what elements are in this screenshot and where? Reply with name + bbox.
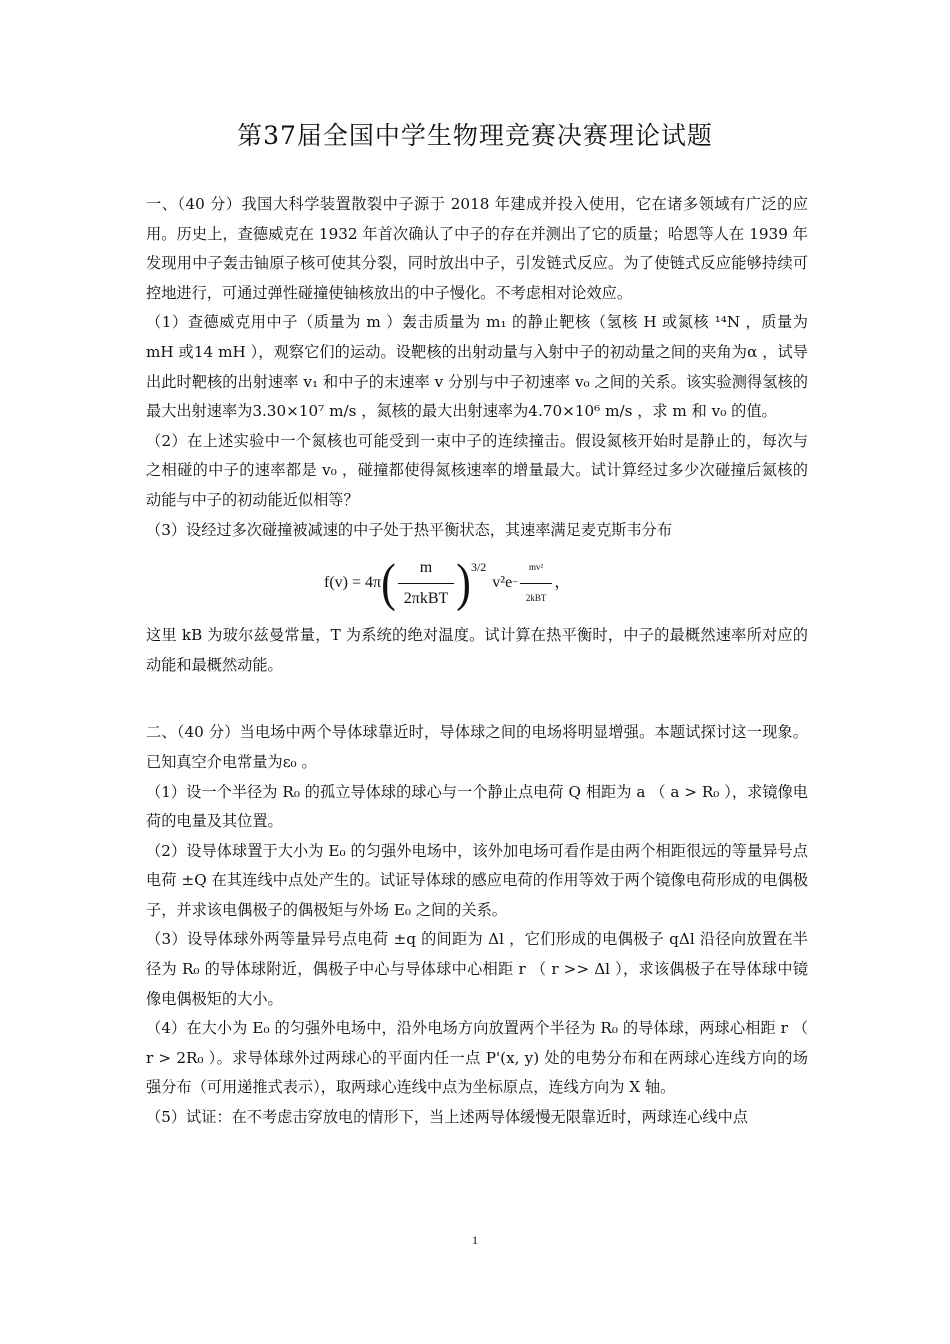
formula-power: 3/2 <box>470 560 487 575</box>
paper-title: 第37届全国中学生物理竞赛决赛理论试题 <box>237 121 713 150</box>
maxwell-distribution-formula: f(v) = 4π ( $\frac{m}{\text{2πkBT}}$ ) $^{3/2}$ v²e − $\frac{\text{mv²}}{\text{2kBT}}$ ， <box>324 553 571 613</box>
problem-2-part-1: （1）设一个半径为 R₀ 的孤立导体球的球心与一个静止点电荷 Q 相距为 a （ a > R₀ ），求镜像电荷的电量及其位置。 <box>146 782 808 831</box>
formula-comma: ， <box>554 574 571 592</box>
problem-1-part-2: （2）在上述实验中一个氮核也可能受到一束中子的连续撞击。假设氮核开始时是静止的，每次与之相碰的中子的速率都是 v₀ ，碰撞都使得氮核速率的增量最大。试计算经过多少次碰撞后氮核的动能与中子的初动能近似相等？ <box>146 431 808 509</box>
formula-exponent: $\frac{\text{mv²}}{\text{2kBT}}$ <box>520 553 553 613</box>
problem-2-intro: 二、（40 分）当电场中两个导体球靠近时，导体球之间的电场将明显增强。本题试探讨这一现象。已知真空介电常量为ε₀ 。 <box>146 723 808 771</box>
problem-2-part-4: （4）在大小为 E₀ 的匀强外电场中，沿外电场方向放置两个半径为 R₀ 的导体球，两球心相距 r （ r > 2R₀ ）。求导体球外过两球心的平面内任一点 P'(x, y) 处的电势分布和在两球心连线方向的场强分布（可用递推式表示），取两球心连线中点为坐标原点，连线方向为 X 轴。 <box>146 1019 808 1097</box>
formula-numerator: m <box>419 559 433 577</box>
problem-2-part-2: （2）设导体球置于大小为 E₀ 的匀强外电场中，该外加电场可看作是由两个相距很远的等量异号点电荷 ±Q 在其连线中点处产生的。试证导体球的感应电荷的作用等效于两个镜像电荷形成的电偶极子，并求该电偶极子的偶极矩与外场 E₀ 之间的关系。 <box>146 841 808 919</box>
page-number: 1 <box>472 1233 478 1247</box>
formula-lhs: f(v) = 4π <box>324 574 382 592</box>
problem-1 <box>146 190 808 1133</box>
formula-fraction <box>398 553 455 613</box>
problem-2-part-5: （5）试证：在不考虑击穿放电的情形下，当上述两导体缓慢无限靠近时，两球连心线中点 <box>146 1108 748 1127</box>
problem-1-part-3: （3）设经过多次碰撞被减速的中子处于热平衡状态，其速率满足麦克斯韦分布 <box>146 520 673 539</box>
problem-2-part-3: （3）设导体球外两等量异号点电荷 ±q 的间距为 Δl ，它们形成的电偶极子 qΔl 沿径向放置在半径为 R₀ 的导体球附近，偶极子中心与导体球中心相距 r （ r >> Δl ），求该偶极子在导体球中镜像电偶极矩的大小。 <box>146 930 808 1008</box>
problem-1-intro: 一、（40 分）我国大科学装置散裂中子源于 2018 年建成并投入使用，它在诸多领域有广泛的应用。历史上，查德威克在 1932 年首次确认了中子的存在并测出了它的质量；哈恩等人在 1939 年发现用中子轰击铀原子核可使其分裂，同时放出中子，引发链式反应。为了使链式反应能够持续可控地进行，可通过弹性碰撞使铀核放出的中子慢化。不考虑相对论效应。 <box>146 195 808 302</box>
problem-1-after-formula: 这里 kB 为玻尔兹曼常量，T 为系统的绝对温度。试计算在热平衡时，中子的最概然速率所对应的动能和最概然动能。 <box>146 626 808 674</box>
formula-tail: v²e <box>492 574 513 592</box>
problem-1-part-1: （1）查德威克用中子（质量为 m ）轰击质量为 m₁ 的静止靶核（氢核 H 或氮核 ¹⁴N ，质量为 mH 或14 mH ），观察它们的运动。设靶核的出射动量与入射中子的初动量之间的夹角为α ，试导出此时靶核的出射速率 v₁ 和中子的末速率 v 分别与中子初速率 v₀ 之间的关系。该实验测得氢核的最大出射速率为3.30×10⁷ m/s ，氮核的最大出射速率为4.70×10⁶ m/s ，求 m 和 v₀ 的值。 <box>146 313 808 421</box>
formula-denominator: 2πkBT <box>398 583 455 614</box>
